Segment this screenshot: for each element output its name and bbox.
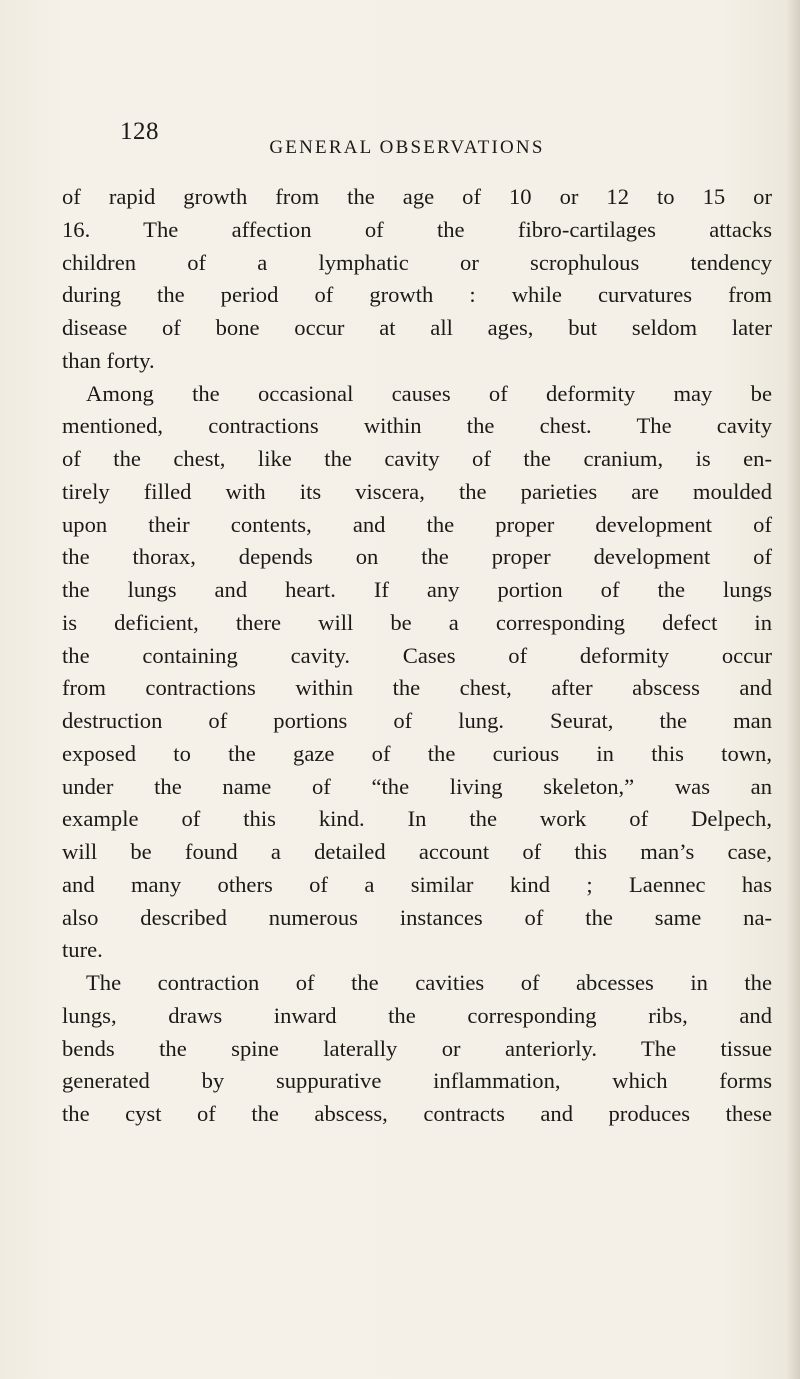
text-line: of rapid growth from the age of 10 or 12 to 15 or	[62, 184, 772, 209]
text-line: destruction of portions of lung. Seurat, the man	[62, 708, 772, 733]
text-line: generated by suppurative inflammation, which forms	[62, 1068, 772, 1094]
text-line: than forty.	[62, 347, 155, 373]
text-line: mentioned, contractions within the chest. The cavity	[62, 413, 772, 439]
text-line: tirely filled with its viscera, the parieties are moulded	[62, 478, 772, 504]
page-edge-shadow	[786, 0, 800, 1379]
body-text	[62, 181, 772, 1131]
text-line: under the name of “the living skeleton,” was an	[62, 773, 772, 799]
text-line: will be found a detailed account of this man’s case,	[62, 839, 772, 864]
text-line: also described numerous instances of the same na-	[62, 904, 772, 930]
text-line: disease of bone occur at all ages, but seldom later	[62, 315, 772, 340]
text-line: exposed to the gaze of the curious in this town,	[62, 740, 772, 766]
text-line: bends the spine laterally or anteriorly. The tissue	[62, 1035, 772, 1061]
text-line: the lungs and heart. If any portion of the lungs	[62, 577, 772, 602]
text-line: from contractions within the chest, after abscess and	[62, 675, 772, 701]
text-line: the containing cavity. Cases of deformity occur	[62, 642, 772, 668]
text-line: is deficient, there will be a corresponding defect in	[62, 609, 772, 635]
text-line: upon their contents, and the proper development of	[62, 511, 772, 537]
text-line: of the chest, like the cavity of the cranium, is en-	[62, 446, 772, 471]
text-line: The contraction of the cavities of abcesses in the	[86, 970, 772, 995]
text-line: Among the occasional causes of deformity may be	[86, 380, 772, 406]
text-line: the cyst of the abscess, contracts and produces these	[62, 1101, 772, 1126]
text-line: example of this kind. In the work of Delpech,	[62, 806, 772, 832]
running-head: GENERAL OBSERVATIONS	[269, 137, 545, 158]
text-line: ture.	[62, 937, 103, 963]
text-line: children of a lymphatic or scrophulous tendency	[62, 249, 772, 275]
text-line: during the period of growth : while curvatures from	[62, 282, 772, 308]
page-number: 128	[120, 118, 159, 145]
text-line: the thorax, depends on the proper development of	[62, 544, 772, 570]
text-line: lungs, draws inward the corresponding ribs, and	[62, 1002, 772, 1028]
text-line: 16. The affection of the fibro-cartilages attacks	[62, 216, 772, 242]
text-line: and many others of a similar kind ; Laennec has	[62, 871, 772, 897]
